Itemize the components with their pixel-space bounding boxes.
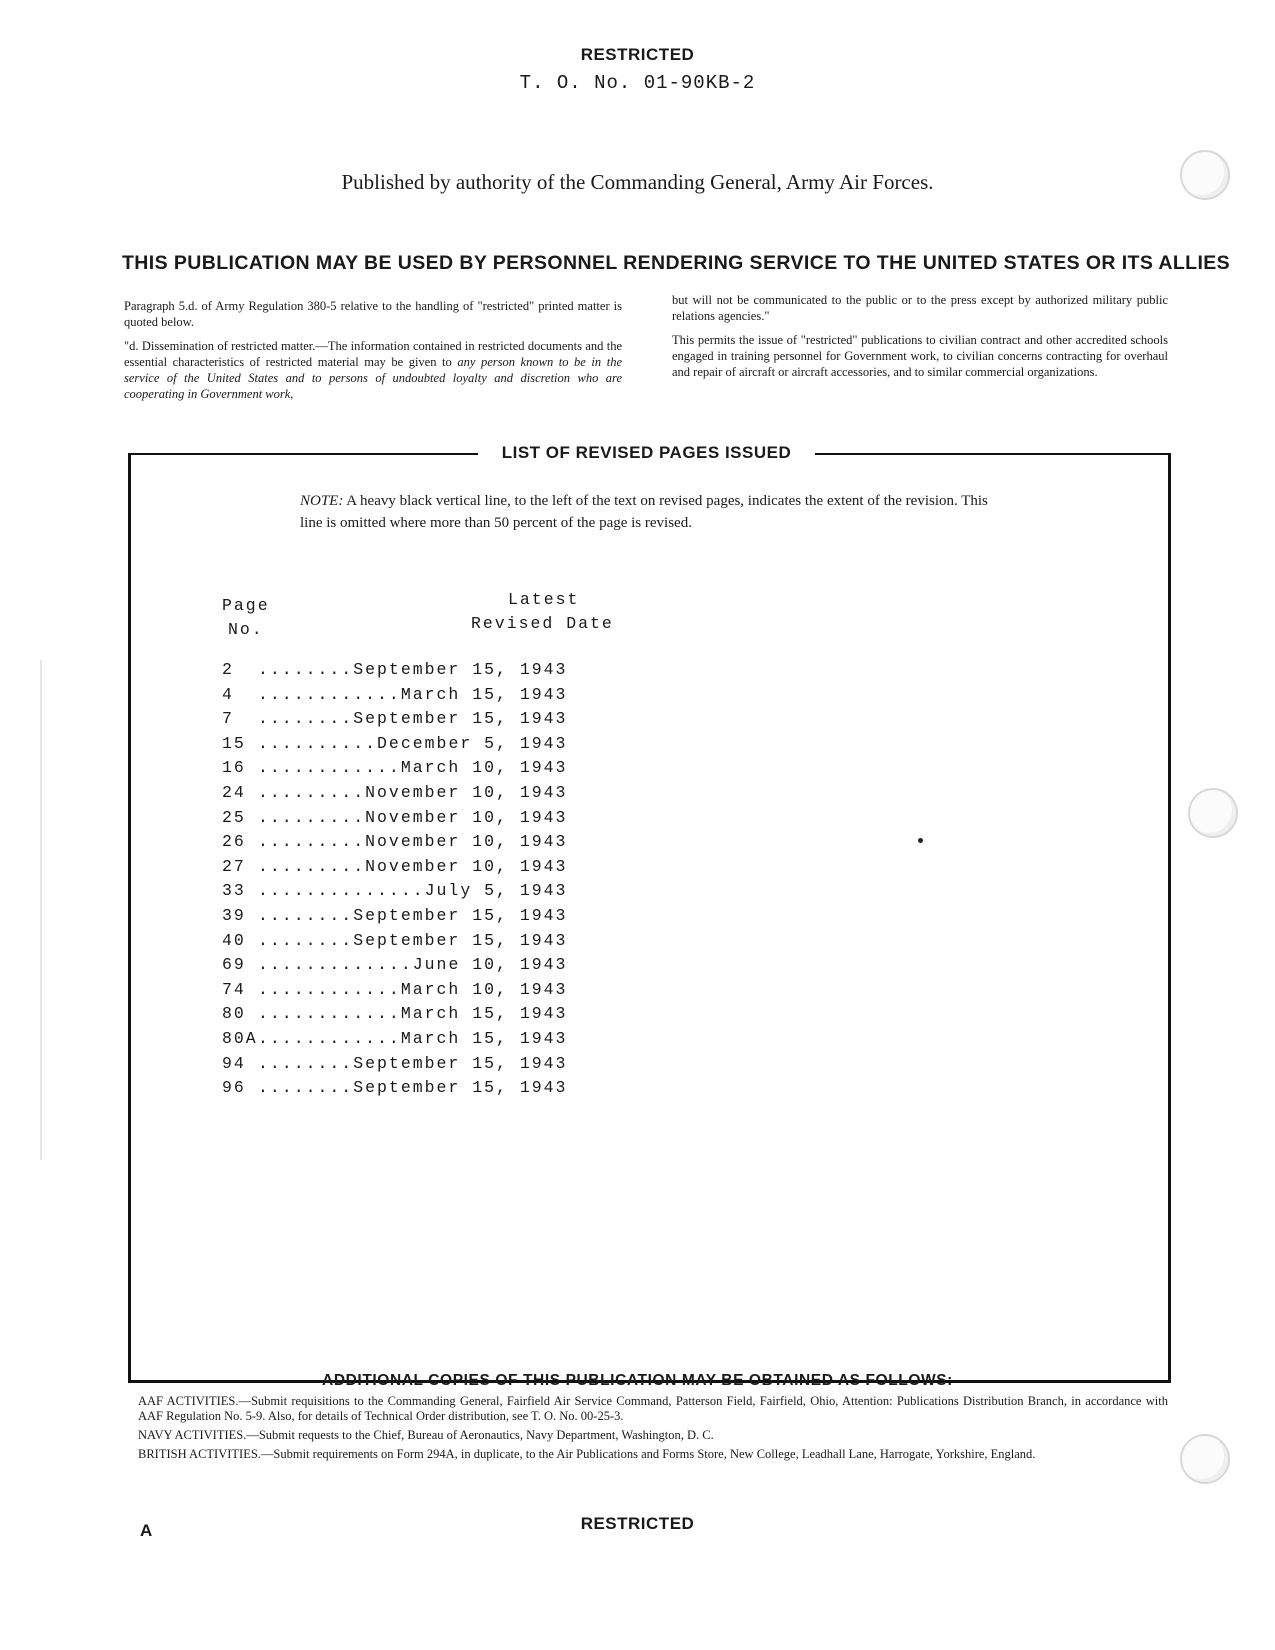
revised-date: July 5, 1943	[424, 881, 568, 901]
revised-date: March 15, 1943	[400, 1004, 568, 1024]
column-header-revised-date: Revised Date	[471, 614, 614, 633]
column-header-page-no: No.	[228, 620, 264, 639]
regulation-paragraph-3: This permits the issue of "restricted" publications to civilian contract and other accredited schools engaged in training personnel for Government work, to civilian concerns contracting for overhaul and repair of aircraft or aircraft accessories, and to similar commercial organizations.	[672, 333, 1168, 379]
page-number: 74	[222, 979, 246, 999]
regulation-paragraph-2-italic: any person known to be in the service of the United States and to persons of undoubted loyalty and discretion who are cooperating in Government work,	[124, 355, 622, 401]
revised-page-row	[222, 980, 642, 1005]
leader-dots: .........	[258, 832, 366, 852]
page-number: 96	[222, 1078, 246, 1098]
scan-edge-mark	[40, 660, 42, 1160]
british-activities: BRITISH ACTIVITIES.—Submit requirements on Form 294A, in duplicate, to the Air Publications and Forms Store, New College, Leadhall Lane, Harrogate, Yorkshire, England.	[138, 1447, 1036, 1461]
revised-page-row	[222, 931, 642, 956]
regulation-left-column	[124, 298, 622, 410]
page-number: 40	[222, 930, 246, 950]
binder-hole-icon	[1180, 150, 1230, 200]
usage-notice-heading: THIS PUBLICATION MAY BE USED BY PERSONNEL RENDERING SERVICE TO THE UNITED STATES OR ITS ALLIES	[122, 252, 1231, 274]
revised-page-row	[222, 906, 642, 931]
revised-date: September 15, 1943	[353, 905, 568, 925]
page-number: 33	[222, 881, 246, 901]
page-number: 94	[222, 1053, 246, 1073]
page-number: 7	[222, 709, 234, 729]
revised-page-row	[222, 955, 642, 980]
binder-hole-icon	[1188, 788, 1238, 838]
leader-dots: ..............	[258, 881, 425, 901]
leader-dots: .........	[258, 782, 366, 802]
leader-dots: .........	[258, 807, 366, 827]
regulation-paragraph-2	[124, 338, 622, 402]
revised-date: November 10, 1943	[365, 856, 568, 876]
leader-dots: ............	[258, 684, 401, 704]
revised-page-row	[222, 734, 642, 759]
revised-date: March 15, 1943	[400, 684, 568, 704]
leader-dots: ........	[258, 709, 354, 729]
leader-dots: ........	[258, 1053, 354, 1073]
leader-dots: ............	[258, 1004, 401, 1024]
security-classification-bottom: RESTRICTED	[580, 1514, 695, 1533]
revised-page-row	[222, 1004, 642, 1029]
revised-date: September 15, 1943	[353, 930, 568, 950]
regulation-paragraph-2-continued: but will not be communicated to the public or to the press except by authorized military public relations agencies."	[672, 293, 1168, 323]
box-top-rule-left	[128, 453, 478, 455]
revised-date: June 10, 1943	[412, 955, 568, 975]
page-number: 24	[222, 782, 246, 802]
revised-page-row	[222, 783, 642, 808]
column-header-page: Page	[222, 596, 270, 615]
revised-page-row	[222, 1029, 642, 1054]
leader-dots: ............	[258, 979, 401, 999]
revised-date: November 10, 1943	[365, 807, 568, 827]
authority-statement: Published by authority of the Commanding General, Army Air Forces.	[341, 170, 934, 194]
leader-dots: ........	[258, 660, 354, 679]
revised-date: November 10, 1943	[365, 832, 568, 852]
additional-copies-heading: ADDITIONAL COPIES OF THIS PUBLICATION MAY BE OBTAINED AS FOLLOWS:	[322, 1372, 953, 1389]
page-number: 80	[222, 1004, 246, 1024]
navy-activities: NAVY ACTIVITIES.—Submit requests to the Chief, Bureau of Aeronautics, Navy Department, Washington, D. C.	[138, 1428, 714, 1442]
revised-page-row	[222, 660, 642, 685]
page-number: 27	[222, 856, 246, 876]
page-number: 15	[222, 733, 246, 753]
leader-dots: ........	[258, 1078, 354, 1098]
revised-date: September 15, 1943	[353, 1078, 568, 1098]
revised-date: March 10, 1943	[400, 758, 568, 778]
revised-date: September 15, 1943	[353, 1053, 568, 1073]
regulation-paragraph-1: Paragraph 5.d. of Army Regulation 380-5 relative to the handling of "restricted" printed matter is quoted below.	[124, 299, 622, 329]
page-number: 80A	[222, 1028, 258, 1048]
leader-dots: ........	[258, 930, 354, 950]
revision-note-lead: NOTE:	[300, 493, 344, 509]
page-number: 69	[222, 955, 246, 975]
revised-page-row	[222, 1078, 642, 1103]
binder-hole-icon	[1180, 1434, 1230, 1484]
revised-pages-title: LIST OF REVISED PAGES ISSUED	[501, 443, 792, 462]
technical-order-number: T. O. No. 01-90KB-2	[519, 72, 756, 94]
box-top-rule-right	[815, 453, 1171, 455]
leader-dots: ............	[258, 758, 401, 778]
revised-date: November 10, 1943	[365, 782, 568, 802]
page-number: 2	[222, 660, 234, 679]
revised-page-row	[222, 881, 642, 906]
revised-page-row	[222, 808, 642, 833]
distribution-instructions	[138, 1394, 1168, 1466]
revised-date: September 15, 1943	[353, 709, 568, 729]
page-number: 39	[222, 905, 246, 925]
column-header-latest: Latest	[508, 590, 580, 609]
leader-dots: ........	[258, 905, 354, 925]
stray-ink-dot	[918, 838, 923, 843]
revision-note-text: A heavy black vertical line, to the left of the text on revised pages, indicates the extent of the revision. This line is omitted where more than 50 percent of the page is revised.	[300, 493, 988, 531]
revised-page-row	[222, 709, 642, 734]
revised-page-row	[222, 1054, 642, 1079]
revised-date: December 5, 1943	[377, 733, 568, 753]
revised-date: March 15, 1943	[400, 1028, 568, 1048]
regulation-paragraph-2-lead: "d. Dissemination of restricted matter.—The information contained in restricted documents and the essential characteristics of restricted material may be given to	[124, 339, 622, 369]
revised-pages-list	[222, 660, 642, 1103]
page-number: 16	[222, 758, 246, 778]
page-number: 25	[222, 807, 246, 827]
leader-dots: ............	[258, 1028, 401, 1048]
revised-date: September 15, 1943	[353, 660, 568, 679]
leader-dots: .........	[258, 856, 366, 876]
leader-dots: ..........	[258, 733, 378, 753]
page-number: 26	[222, 832, 246, 852]
security-classification-top: RESTRICTED	[580, 45, 695, 64]
page-number: 4	[222, 684, 234, 704]
aaf-activities: AAF ACTIVITIES.—Submit requisitions to the Commanding General, Fairfield Air Service Command, Patterson Field, Fairfield, Ohio, Attention: Publications Distribution Branch, in accordance with AAF Regulation No. 5-9. Also, for details of Technical Order distribution, see T. O. No. 00-25-3.	[138, 1394, 1168, 1423]
leader-dots: .............	[258, 955, 413, 975]
revised-page-row	[222, 685, 642, 710]
regulation-right-column	[672, 292, 1168, 388]
revised-page-row	[222, 758, 642, 783]
revised-page-row	[222, 857, 642, 882]
revised-page-row	[222, 832, 642, 857]
revised-date: March 10, 1943	[400, 979, 568, 999]
page-letter: A	[140, 1521, 153, 1540]
revision-note	[300, 490, 1000, 534]
